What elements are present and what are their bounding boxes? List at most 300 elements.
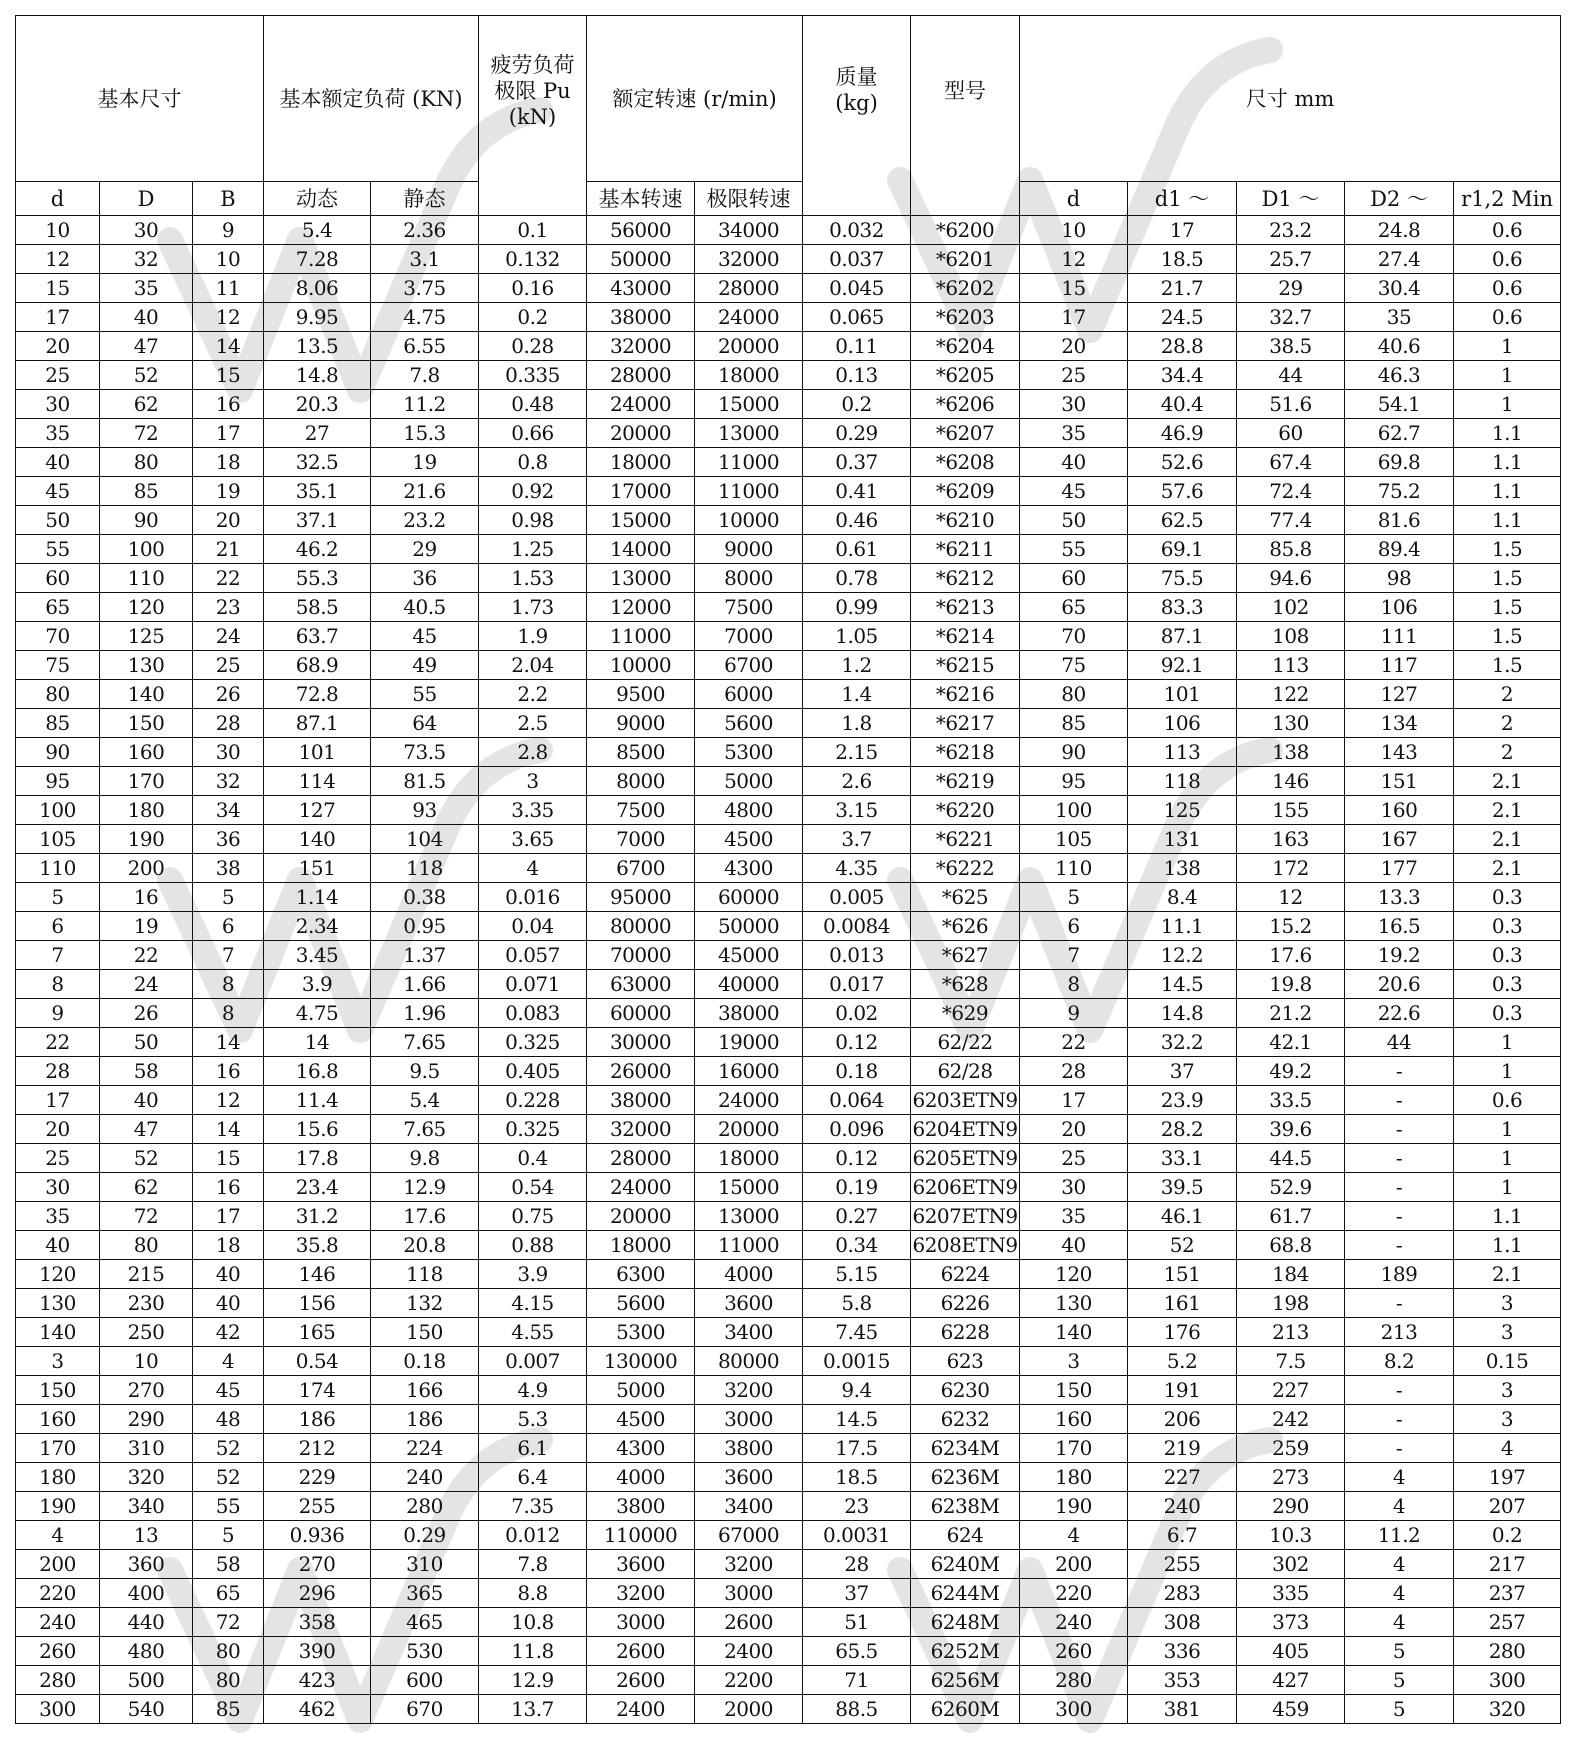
cell-d: 35 [16, 1202, 100, 1231]
cell-static-load: 670 [371, 1695, 479, 1724]
cell-d-mm: 3 [1020, 1347, 1128, 1376]
cell-r12-min: 3 [1454, 1376, 1561, 1405]
cell-D1: 373 [1237, 1608, 1345, 1637]
cell-dynamic-load: 17.8 [264, 1144, 371, 1173]
col-header-r12-min: r1,2 Min [1454, 182, 1561, 216]
cell-limit-speed: 18000 [695, 1144, 803, 1173]
cell-mass: 0.46 [803, 506, 911, 535]
cell-fatigue-load-pu: 0.016 [479, 883, 587, 912]
cell-static-load: 104 [371, 825, 479, 854]
cell-d-mm: 240 [1020, 1608, 1128, 1637]
cell-d: 17 [16, 303, 100, 332]
cell-D2: - [1345, 1086, 1454, 1115]
cell-d1: 353 [1128, 1666, 1237, 1695]
cell-d-mm: 30 [1020, 390, 1128, 419]
cell-mass: 9.4 [803, 1376, 911, 1405]
cell-D2: 5 [1345, 1666, 1454, 1695]
cell-limit-speed: 80000 [695, 1347, 803, 1376]
cell-D2: 27.4 [1345, 245, 1454, 274]
cell-model: *6202 [911, 274, 1020, 303]
cell-D: 200 [100, 854, 193, 883]
cell-static-load: 4.75 [371, 303, 479, 332]
cell-limit-speed: 13000 [695, 1202, 803, 1231]
cell-d1: 69.1 [1128, 535, 1237, 564]
cell-D: 180 [100, 796, 193, 825]
cell-mass: 0.032 [803, 216, 911, 245]
cell-D2: 35 [1345, 303, 1454, 332]
cell-d1: 118 [1128, 767, 1237, 796]
cell-fatigue-load-pu: 0.98 [479, 506, 587, 535]
table-row [16, 390, 1561, 419]
table-row [16, 1260, 1561, 1289]
cell-fatigue-load-pu: 0.325 [479, 1028, 587, 1057]
cell-r12-min: 1 [1454, 332, 1561, 361]
cell-mass: 2.6 [803, 767, 911, 796]
cell-mass: 0.02 [803, 999, 911, 1028]
cell-fatigue-load-pu: 4.15 [479, 1289, 587, 1318]
cell-static-load: 45 [371, 622, 479, 651]
cell-r12-min: 237 [1454, 1579, 1561, 1608]
cell-d: 200 [16, 1550, 100, 1579]
cell-fatigue-load-pu: 0.335 [479, 361, 587, 390]
cell-d-mm: 7 [1020, 941, 1128, 970]
cell-static-load: 93 [371, 796, 479, 825]
col-header-dynamic: 动态 [264, 182, 371, 216]
cell-r12-min: 0.6 [1454, 303, 1561, 332]
cell-dynamic-load: 146 [264, 1260, 371, 1289]
cell-d1: 381 [1128, 1695, 1237, 1724]
cell-fatigue-load-pu: 0.28 [479, 332, 587, 361]
cell-D: 22 [100, 941, 193, 970]
cell-static-load: 6.55 [371, 332, 479, 361]
cell-static-load: 0.29 [371, 1521, 479, 1550]
col-header-d-mm: d [1020, 182, 1128, 216]
cell-d: 240 [16, 1608, 100, 1637]
cell-d: 130 [16, 1289, 100, 1318]
cell-basic-speed: 13000 [587, 564, 695, 593]
table-row [16, 1231, 1561, 1260]
cell-model: 6260M [911, 1695, 1020, 1724]
cell-d1: 11.1 [1128, 912, 1237, 941]
cell-limit-speed: 38000 [695, 999, 803, 1028]
cell-d1: 34.4 [1128, 361, 1237, 390]
cell-D: 140 [100, 680, 193, 709]
cell-fatigue-load-pu: 0.48 [479, 390, 587, 419]
table-row [16, 1695, 1561, 1724]
cell-dynamic-load: 15.6 [264, 1115, 371, 1144]
cell-D1: 60 [1237, 419, 1345, 448]
cell-d1: 52.6 [1128, 448, 1237, 477]
cell-B: 6 [193, 912, 264, 941]
cell-r12-min: 1.5 [1454, 622, 1561, 651]
cell-B: 18 [193, 448, 264, 477]
cell-d: 80 [16, 680, 100, 709]
cell-model: 6256M [911, 1666, 1020, 1695]
cell-d-mm: 160 [1020, 1405, 1128, 1434]
cell-d: 120 [16, 1260, 100, 1289]
cell-fatigue-load-pu: 0.012 [479, 1521, 587, 1550]
cell-basic-speed: 2400 [587, 1695, 695, 1724]
header-fatigue-load-line2: 极限 Pu [494, 79, 571, 103]
table-row [16, 535, 1561, 564]
cell-mass: 71 [803, 1666, 911, 1695]
table-body [16, 216, 1561, 1724]
cell-D: 47 [100, 1115, 193, 1144]
cell-mass: 1.4 [803, 680, 911, 709]
table-row [16, 999, 1561, 1028]
cell-D2: - [1345, 1057, 1454, 1086]
cell-fatigue-load-pu: 0.66 [479, 419, 587, 448]
cell-D2: 5 [1345, 1695, 1454, 1724]
cell-static-load: 73.5 [371, 738, 479, 767]
cell-D1: 77.4 [1237, 506, 1345, 535]
cell-dynamic-load: 270 [264, 1550, 371, 1579]
cell-D2: - [1345, 1202, 1454, 1231]
cell-static-load: 240 [371, 1463, 479, 1492]
cell-dynamic-load: 296 [264, 1579, 371, 1608]
cell-basic-speed: 80000 [587, 912, 695, 941]
cell-mass: 0.005 [803, 883, 911, 912]
cell-D: 24 [100, 970, 193, 999]
cell-d1: 6.7 [1128, 1521, 1237, 1550]
cell-d-mm: 130 [1020, 1289, 1128, 1318]
cell-r12-min: 320 [1454, 1695, 1561, 1724]
cell-limit-speed: 6000 [695, 680, 803, 709]
cell-B: 7 [193, 941, 264, 970]
cell-D: 190 [100, 825, 193, 854]
table-row [16, 825, 1561, 854]
cell-d1: 23.9 [1128, 1086, 1237, 1115]
cell-fatigue-load-pu: 0.083 [479, 999, 587, 1028]
cell-limit-speed: 34000 [695, 216, 803, 245]
cell-D2: 44 [1345, 1028, 1454, 1057]
cell-D2: - [1345, 1289, 1454, 1318]
cell-d1: 131 [1128, 825, 1237, 854]
cell-mass: 5.15 [803, 1260, 911, 1289]
cell-D: 120 [100, 593, 193, 622]
cell-B: 25 [193, 651, 264, 680]
cell-static-load: 15.3 [371, 419, 479, 448]
cell-mass: 88.5 [803, 1695, 911, 1724]
cell-D2: 213 [1345, 1318, 1454, 1347]
cell-model: *6200 [911, 216, 1020, 245]
cell-fatigue-load-pu: 0.057 [479, 941, 587, 970]
cell-D1: 23.2 [1237, 216, 1345, 245]
table-row [16, 1086, 1561, 1115]
cell-d: 280 [16, 1666, 100, 1695]
cell-model: *6219 [911, 767, 1020, 796]
cell-d1: 37 [1128, 1057, 1237, 1086]
cell-basic-speed: 38000 [587, 303, 695, 332]
table-row [16, 1318, 1561, 1347]
cell-D: 110 [100, 564, 193, 593]
cell-limit-speed: 3200 [695, 1550, 803, 1579]
table-row [16, 1347, 1561, 1376]
cell-mass: 5.8 [803, 1289, 911, 1318]
cell-d1: 33.1 [1128, 1144, 1237, 1173]
cell-d-mm: 300 [1020, 1695, 1128, 1724]
cell-dynamic-load: 255 [264, 1492, 371, 1521]
cell-D1: 172 [1237, 854, 1345, 883]
cell-d-mm: 85 [1020, 709, 1128, 738]
cell-basic-speed: 32000 [587, 1115, 695, 1144]
cell-r12-min: 1 [1454, 361, 1561, 390]
cell-model: *628 [911, 970, 1020, 999]
cell-limit-speed: 20000 [695, 332, 803, 361]
cell-D: 540 [100, 1695, 193, 1724]
cell-limit-speed: 4800 [695, 796, 803, 825]
cell-d: 40 [16, 448, 100, 477]
cell-d-mm: 280 [1020, 1666, 1128, 1695]
cell-B: 40 [193, 1260, 264, 1289]
cell-B: 72 [193, 1608, 264, 1637]
cell-r12-min: 1.5 [1454, 535, 1561, 564]
cell-d1: 101 [1128, 680, 1237, 709]
cell-fatigue-load-pu: 0.325 [479, 1115, 587, 1144]
header-mass-line2: (kg) [835, 91, 878, 115]
cell-dynamic-load: 37.1 [264, 506, 371, 535]
cell-B: 65 [193, 1579, 264, 1608]
cell-static-load: 7.65 [371, 1028, 479, 1057]
cell-dynamic-load: 23.4 [264, 1173, 371, 1202]
cell-dynamic-load: 31.2 [264, 1202, 371, 1231]
cell-D2: 98 [1345, 564, 1454, 593]
cell-dynamic-load: 114 [264, 767, 371, 796]
cell-model: *6209 [911, 477, 1020, 506]
cell-dynamic-load: 20.3 [264, 390, 371, 419]
table-row [16, 332, 1561, 361]
table-row [16, 1521, 1561, 1550]
cell-d-mm: 45 [1020, 477, 1128, 506]
cell-B: 14 [193, 1115, 264, 1144]
cell-model: *6222 [911, 854, 1020, 883]
cell-D1: 32.7 [1237, 303, 1345, 332]
cell-B: 85 [193, 1695, 264, 1724]
cell-limit-speed: 2000 [695, 1695, 803, 1724]
cell-D2: - [1345, 1376, 1454, 1405]
cell-d1: 52 [1128, 1231, 1237, 1260]
table-row [16, 709, 1561, 738]
cell-B: 9 [193, 216, 264, 245]
header-basic-dimensions: 基本尺寸 [16, 16, 264, 182]
cell-fatigue-load-pu: 0.132 [479, 245, 587, 274]
cell-D2: 54.1 [1345, 390, 1454, 419]
header-model: 型号 [911, 16, 1020, 216]
table-row [16, 738, 1561, 767]
cell-mass: 0.037 [803, 245, 911, 274]
cell-D1: 213 [1237, 1318, 1345, 1347]
cell-basic-speed: 130000 [587, 1347, 695, 1376]
cell-D: 40 [100, 303, 193, 332]
cell-B: 8 [193, 999, 264, 1028]
cell-mass: 3.15 [803, 796, 911, 825]
cell-mass: 0.99 [803, 593, 911, 622]
cell-d: 12 [16, 245, 100, 274]
table-row [16, 303, 1561, 332]
cell-fatigue-load-pu: 0.92 [479, 477, 587, 506]
cell-d-mm: 110 [1020, 854, 1128, 883]
cell-limit-speed: 15000 [695, 390, 803, 419]
cell-model: *6211 [911, 535, 1020, 564]
cell-static-load: 224 [371, 1434, 479, 1463]
table-row [16, 1434, 1561, 1463]
cell-static-load: 1.96 [371, 999, 479, 1028]
cell-D: 310 [100, 1434, 193, 1463]
cell-limit-speed: 11000 [695, 448, 803, 477]
cell-D1: 19.8 [1237, 970, 1345, 999]
cell-D2: 20.6 [1345, 970, 1454, 999]
cell-D1: 155 [1237, 796, 1345, 825]
cell-dynamic-load: 101 [264, 738, 371, 767]
cell-model: 6234M [911, 1434, 1020, 1463]
cell-static-load: 29 [371, 535, 479, 564]
cell-mass: 0.0084 [803, 912, 911, 941]
cell-D2: - [1345, 1173, 1454, 1202]
cell-D: 62 [100, 1173, 193, 1202]
cell-D2: - [1345, 1115, 1454, 1144]
cell-fatigue-load-pu: 1.25 [479, 535, 587, 564]
cell-limit-speed: 5000 [695, 767, 803, 796]
cell-B: 19 [193, 477, 264, 506]
cell-D1: 39.6 [1237, 1115, 1345, 1144]
cell-d-mm: 6 [1020, 912, 1128, 941]
cell-d-mm: 28 [1020, 1057, 1128, 1086]
cell-fatigue-load-pu: 2.2 [479, 680, 587, 709]
cell-D2: 4 [1345, 1463, 1454, 1492]
cell-mass: 1.2 [803, 651, 911, 680]
header-fatigue-load-line1: 疲劳负荷 [490, 53, 575, 77]
cell-d1: 12.2 [1128, 941, 1237, 970]
cell-D1: 12 [1237, 883, 1345, 912]
cell-D: 13 [100, 1521, 193, 1550]
cell-model: 6224 [911, 1260, 1020, 1289]
table-row [16, 622, 1561, 651]
cell-model: 624 [911, 1521, 1020, 1550]
cell-mass: 0.045 [803, 274, 911, 303]
cell-r12-min: 207 [1454, 1492, 1561, 1521]
cell-basic-speed: 8000 [587, 767, 695, 796]
cell-mass: 1.05 [803, 622, 911, 651]
cell-limit-speed: 18000 [695, 361, 803, 390]
cell-static-load: 1.37 [371, 941, 479, 970]
cell-d: 105 [16, 825, 100, 854]
cell-D2: 62.7 [1345, 419, 1454, 448]
cell-fatigue-load-pu: 3.65 [479, 825, 587, 854]
cell-static-load: 280 [371, 1492, 479, 1521]
cell-B: 24 [193, 622, 264, 651]
cell-r12-min: 2.1 [1454, 767, 1561, 796]
cell-d-mm: 80 [1020, 680, 1128, 709]
cell-D: 230 [100, 1289, 193, 1318]
cell-dynamic-load: 229 [264, 1463, 371, 1492]
cell-fatigue-load-pu: 2.8 [479, 738, 587, 767]
table-row [16, 883, 1561, 912]
cell-d-mm: 12 [1020, 245, 1128, 274]
bearing-spec-table [15, 15, 1561, 1724]
cell-d: 22 [16, 1028, 100, 1057]
cell-B: 4 [193, 1347, 264, 1376]
cell-r12-min: 0.3 [1454, 970, 1561, 999]
cell-d: 60 [16, 564, 100, 593]
cell-D: 72 [100, 419, 193, 448]
col-header-basic-speed: 基本转速 [587, 182, 695, 216]
cell-mass: 0.2 [803, 390, 911, 419]
cell-d: 4 [16, 1521, 100, 1550]
cell-limit-speed: 3800 [695, 1434, 803, 1463]
cell-basic-speed: 6300 [587, 1260, 695, 1289]
cell-d: 190 [16, 1492, 100, 1521]
cell-D: 40 [100, 1086, 193, 1115]
cell-d: 30 [16, 390, 100, 419]
cell-D2: 13.3 [1345, 883, 1454, 912]
cell-static-load: 132 [371, 1289, 479, 1318]
cell-static-load: 20.8 [371, 1231, 479, 1260]
table-row [16, 477, 1561, 506]
cell-d-mm: 20 [1020, 332, 1128, 361]
cell-d1: 151 [1128, 1260, 1237, 1289]
cell-limit-speed: 4300 [695, 854, 803, 883]
cell-mass: 0.064 [803, 1086, 911, 1115]
cell-static-load: 0.38 [371, 883, 479, 912]
cell-r12-min: 280 [1454, 1637, 1561, 1666]
cell-D: 400 [100, 1579, 193, 1608]
cell-mass: 23 [803, 1492, 911, 1521]
cell-d-mm: 15 [1020, 274, 1128, 303]
cell-D2: - [1345, 1231, 1454, 1260]
cell-r12-min: 257 [1454, 1608, 1561, 1637]
cell-D2: 19.2 [1345, 941, 1454, 970]
table-row [16, 1173, 1561, 1202]
cell-r12-min: 0.6 [1454, 1086, 1561, 1115]
cell-mass: 0.12 [803, 1144, 911, 1173]
cell-D: 47 [100, 332, 193, 361]
cell-model: *6217 [911, 709, 1020, 738]
table-row [16, 1289, 1561, 1318]
cell-D: 50 [100, 1028, 193, 1057]
cell-fatigue-load-pu: 0.1 [479, 216, 587, 245]
cell-B: 26 [193, 680, 264, 709]
cell-D1: 122 [1237, 680, 1345, 709]
cell-D: 80 [100, 1231, 193, 1260]
cell-d1: 176 [1128, 1318, 1237, 1347]
cell-limit-speed: 28000 [695, 274, 803, 303]
table-row [16, 1057, 1561, 1086]
cell-fatigue-load-pu: 1.9 [479, 622, 587, 651]
cell-D2: 24.8 [1345, 216, 1454, 245]
cell-model: *626 [911, 912, 1020, 941]
cell-d-mm: 105 [1020, 825, 1128, 854]
cell-d: 5 [16, 883, 100, 912]
cell-model: 6232 [911, 1405, 1020, 1434]
cell-d1: 75.5 [1128, 564, 1237, 593]
cell-d1: 283 [1128, 1579, 1237, 1608]
cell-D2: 46.3 [1345, 361, 1454, 390]
cell-d: 150 [16, 1376, 100, 1405]
cell-dynamic-load: 68.9 [264, 651, 371, 680]
cell-d1: 18.5 [1128, 245, 1237, 274]
cell-d1: 336 [1128, 1637, 1237, 1666]
cell-static-load: 2.36 [371, 216, 479, 245]
cell-D2: - [1345, 1405, 1454, 1434]
cell-model: *6205 [911, 361, 1020, 390]
cell-D: 160 [100, 738, 193, 767]
cell-D: 215 [100, 1260, 193, 1289]
cell-model: *6204 [911, 332, 1020, 361]
table-row [16, 1463, 1561, 1492]
cell-mass: 17.5 [803, 1434, 911, 1463]
cell-d1: 21.7 [1128, 274, 1237, 303]
cell-limit-speed: 67000 [695, 1521, 803, 1550]
